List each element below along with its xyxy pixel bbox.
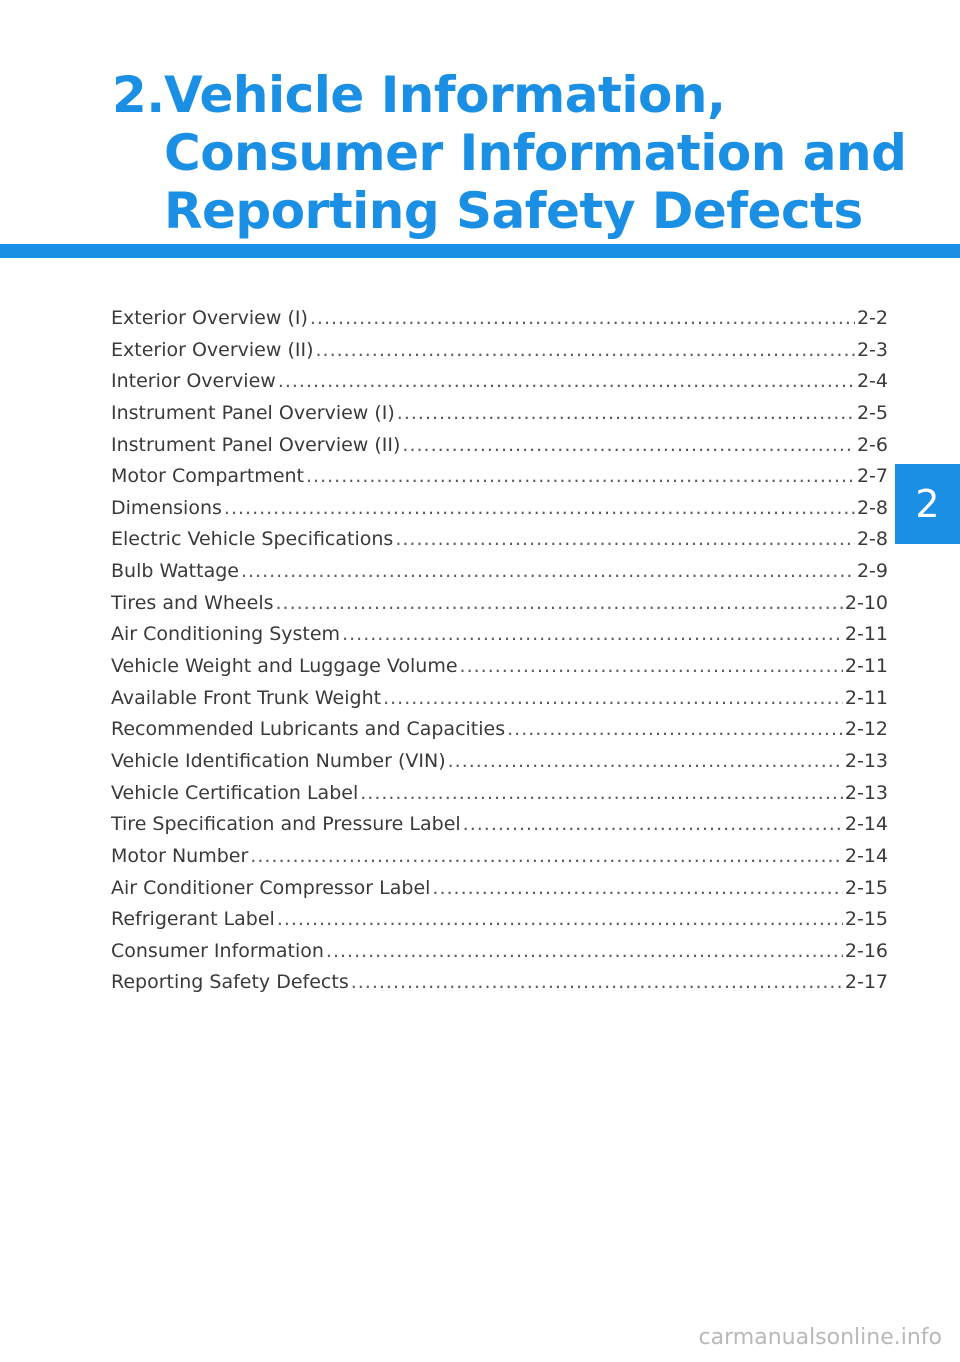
toc-entry-page: 2-15 (844, 908, 888, 931)
dot-leader (250, 845, 843, 867)
toc-entry-label: Exterior Overview (II) (111, 338, 314, 361)
dot-leader (402, 434, 855, 456)
toc-entry-page: 2-4 (856, 370, 888, 393)
table-of-contents (111, 307, 888, 1003)
dot-leader (315, 339, 854, 361)
toc-entry[interactable] (111, 623, 888, 655)
dot-leader (460, 655, 843, 677)
toc-entry-label: Bulb Wattage (111, 560, 239, 583)
toc-entry[interactable] (111, 560, 888, 592)
toc-entry-label: Reporting Safety Defects (111, 971, 349, 994)
toc-entry-page: 2-15 (844, 876, 888, 899)
chapter-tab[interactable] (895, 464, 960, 544)
dot-leader (342, 623, 843, 645)
toc-entry-label: Tire Specification and Pressure Label (111, 813, 461, 836)
dot-leader (463, 813, 843, 835)
toc-entry[interactable] (111, 655, 888, 687)
toc-entry[interactable] (111, 307, 888, 339)
toc-entry-page: 2-10 (844, 591, 888, 614)
chapter-tab-label: 2 (915, 482, 940, 526)
toc-entry[interactable] (111, 497, 888, 529)
toc-entry-page: 2-13 (844, 749, 888, 772)
toc-entry[interactable] (111, 465, 888, 497)
toc-entry[interactable] (111, 940, 888, 972)
toc-entry[interactable] (111, 750, 888, 782)
toc-entry-label: Instrument Panel Overview (I) (111, 401, 395, 424)
dot-leader (351, 971, 843, 993)
toc-entry-label: Air Conditioning System (111, 623, 341, 646)
dot-leader (241, 560, 855, 582)
dot-leader (448, 750, 843, 772)
dot-leader (306, 465, 855, 487)
dot-leader (432, 877, 842, 899)
toc-entry-page: 2-17 (844, 971, 888, 994)
toc-entry-page: 2-9 (856, 560, 888, 583)
toc-entry[interactable] (111, 339, 888, 371)
toc-entry[interactable] (111, 370, 888, 402)
toc-entry-label: Air Conditioner Compressor Label (111, 876, 431, 899)
toc-entry-page: 2-11 (844, 686, 888, 709)
dot-leader (395, 528, 855, 550)
toc-entry-page: 2-2 (856, 307, 888, 329)
chapter-title-line-3: Reporting Safety Defects (164, 182, 863, 240)
toc-entry-label: Motor Number (111, 844, 249, 867)
toc-entry-label: Exterior Overview (I) (111, 307, 308, 329)
dot-leader (224, 497, 855, 519)
toc-entry-label: Consumer Information (111, 939, 324, 962)
toc-entry-page: 2-8 (856, 528, 888, 551)
toc-entry[interactable] (111, 687, 888, 719)
toc-entry-page: 2-7 (856, 465, 888, 488)
toc-entry-page: 2-6 (856, 433, 888, 456)
toc-entry-label: Available Front Trunk Weight (111, 686, 382, 709)
toc-entry-page: 2-3 (856, 338, 888, 361)
toc-entry[interactable] (111, 877, 888, 909)
toc-entry-page: 2-14 (844, 844, 888, 867)
toc-entry-label: Electric Vehicle Specifications (111, 528, 394, 551)
dot-leader (278, 370, 855, 392)
toc-entry-page: 2-5 (856, 401, 888, 424)
toc-entry[interactable] (111, 434, 888, 466)
toc-entry[interactable] (111, 718, 888, 750)
toc-entry-page: 2-13 (844, 781, 888, 804)
toc-entry-label: Vehicle Weight and Luggage Volume (111, 655, 458, 678)
toc-entry-label: Motor Compartment (111, 465, 304, 488)
toc-entry-page: 2-11 (844, 655, 888, 678)
dot-leader (326, 940, 843, 962)
toc-entry-label: Dimensions (111, 496, 222, 519)
dot-leader (507, 718, 843, 740)
dot-leader (310, 307, 855, 329)
dot-leader (397, 402, 855, 424)
toc-entry-page: 2-11 (844, 623, 888, 646)
toc-entry[interactable] (111, 592, 888, 624)
chapter-title (112, 66, 912, 240)
chapter-title-line-2: Consumer Information and (164, 124, 907, 182)
chapter-number: 2. (112, 66, 165, 124)
toc-entry[interactable] (111, 782, 888, 814)
toc-entry[interactable] (111, 845, 888, 877)
toc-entry-label: Tires and Wheels (111, 591, 274, 614)
dot-leader (383, 687, 843, 709)
toc-entry[interactable] (111, 971, 888, 1003)
chapter-title-text-1: Vehicle Information, (164, 66, 726, 124)
toc-entry-label: Interior Overview (111, 370, 276, 393)
dot-leader (277, 908, 843, 930)
toc-entry[interactable] (111, 813, 888, 845)
toc-entry[interactable] (111, 402, 888, 434)
toc-entry[interactable] (111, 528, 888, 560)
watermark: carmanualsonline.info (698, 1325, 942, 1350)
toc-entry-page: 2-14 (844, 813, 888, 836)
dot-leader (276, 592, 843, 614)
toc-entry-label: Refrigerant Label (111, 908, 275, 931)
toc-entry-page: 2-16 (844, 939, 888, 962)
dot-leader (360, 782, 843, 804)
toc-entry-label: Vehicle Identification Number (VIN) (111, 749, 446, 772)
chapter-title-line-1 (112, 66, 912, 124)
toc-entry-page: 2-12 (844, 718, 888, 741)
toc-entry-label: Recommended Lubricants and Capacities (111, 718, 506, 741)
toc-entry-page: 2-8 (856, 496, 888, 519)
toc-entry-label: Vehicle Certification Label (111, 781, 359, 804)
title-underline-bar (0, 244, 960, 258)
toc-entry-label: Instrument Panel Overview (II) (111, 433, 401, 456)
toc-entry[interactable] (111, 908, 888, 940)
